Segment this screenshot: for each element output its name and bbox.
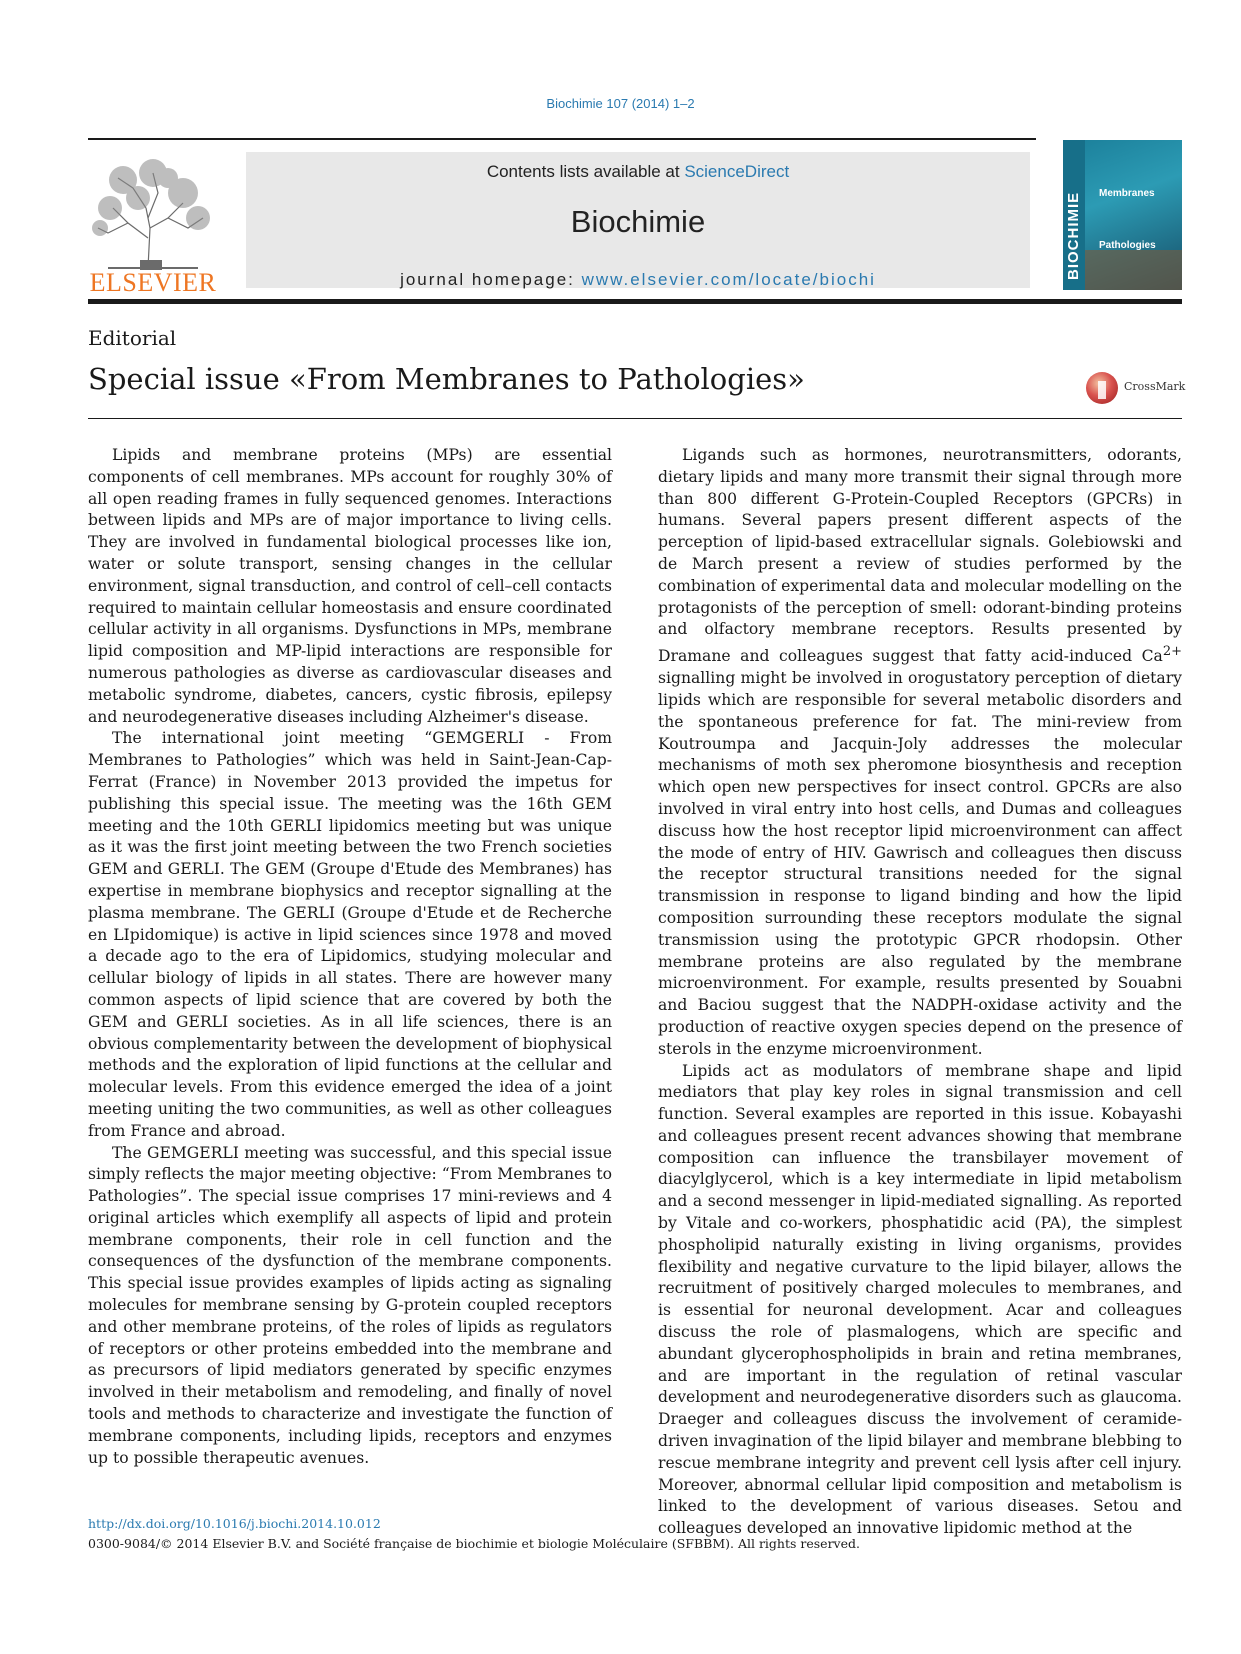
- journal-banner: [246, 152, 1030, 288]
- paragraph-text: Ligands such as hormones, neurotransmitters, odorants, dietary lipids and many more transmit their signal through more than 800 different G-Protein-Coupled Receptors (GPCRs) in humans. Several papers present different aspects of the perception of lipid-based extracellular signals. Golebiowski and de March present a review of studies performed by the combination of experimental data and molecular modelling on the protagonists of the perception of smell: odorant-binding proteins and olfactory membrane receptors. Results presented by Dramane and colleagues suggest that fatty acid-induced Ca: [658, 446, 1182, 666]
- journal-masthead: [88, 140, 1182, 296]
- contents-availability: [246, 162, 1030, 182]
- masthead-bottom-rule: [88, 299, 1182, 304]
- body-paragraph: The international joint meeting “GEMGERLI - From Membranes to Pathologies” which was held in Saint-Jean-Cap-Ferrat (France) in November 2013 provided the impetus for publishing this special issue. The meeting was the 16th GEM meeting and the 10th GERLI lipidomics meeting but was unique as it was the first joint meeting between the two French societies GEM and GERLI. The GEM (Groupe d'Etude des Membranes) has expertise in membrane biophysics and receptor signalling at the plasma membrane. The GERLI (Groupe d'Etude et de Recherche en LIpidomique) is active in lipid sciences since 1978 and moved a decade ago to the era of Lipidomics, studying molecular and cellular biology of lipids in all states. There are however many common aspects of lipid science that are covered by both the GEM and GERLI societies. As in all life sciences, there is an obvious complementarity between the development of biophysical methods and the exploration of lipid functions at the cellular and molecular levels. From this evidence emerged the idea of a joint meeting uniting the two communities, as well as other colleagues from France and abroad.: [88, 729, 612, 1140]
- sciencedirect-link[interactable]: ScienceDirect: [684, 162, 790, 181]
- article-section-label: Editorial: [88, 326, 177, 350]
- cover-spine-text: BIOCHIMIE: [1065, 191, 1082, 280]
- homepage-prefix: journal homepage:: [400, 270, 582, 289]
- elsevier-tree-logo: [88, 148, 218, 288]
- body-paragraph: Lipids act as modulators of membrane shape and lipid mediators that play key roles in signal transmission and cell function. Several examples are reported in this issue. Kobayashi and colleagues present recent advances showing that membrane composition can influence the transbilayer movement of diacylglycerol, which is a key intermediate in lipid metabolism and a second messenger in lipid-mediated signalling. As reported by Vitale and co-workers, phosphatidic acid (PA), the simplest phospholipid naturally existing in living organisms, provides flexibility and negative curvature to the lipid bilayer, allows the recruitment of positively charged molecules to membranes, and is essential for neuronal development. Acar and colleagues discuss the role of plasmalogens, which are specific and abundant glycerophospholipids in brain and retina membranes, and are important in the regulation of retinal vascular development and neurodegenerative disorders such as glaucoma. Draeger and colleagues discuss the involvement of ceramide-driven invagination of the lipid bilayer and membrane blebbing to rescue membrane integrity and prevent cell lysis after cell injury. Moreover, abnormal cellular lipid composition and metabolism is linked to the development of various diseases. Setou and colleagues developed an innovative lipidomic method at the: [658, 1061, 1182, 1538]
- title-bottom-rule: [88, 418, 1182, 419]
- paragraph-text: signalling might be involved in orogustatory perception of dietary lipids which are responsible for several metabolic disorders and the spontaneous preference for fat. The mini-review from Koutroumpa and Jacquin-Joly addresses the molecular mechanisms of moth sex pheromone biosynthesis and reception which open new perspectives for insect control. GPCRs are also involved in viral entry into host cells, and Dumas and colleagues discuss how the host receptor lipid microenvironment can affect the mode of entry of HIV. Gawrisch and colleagues then discuss the receptor structural transitions needed for the signal transmission in response to ligand binding and how the lipid composition surrounding these receptors modulate the signal transmission using the prototypic GPCR rhodopsin. Other membrane proteins are also regulated by the membrane microenvironment. For example, results presented by Souabni and Baciou suggest that the NADPH-oxidase activity and the production of reactive oxygen species depend on the presence of sterols in the enzyme microenvironment.: [658, 669, 1182, 1058]
- crossmark-badge[interactable]: [1086, 370, 1186, 406]
- body-paragraph: Lipids and membrane proteins (MPs) are essential components of cell membranes. MPs account for roughly 30% of all open reading frames in fully sequenced genomes. Interactions between lipids and MPs are of major importance to living cells. They are involved in fundamental biological processes like ion, water or solute transport, sensing changes in the cellular environment, signal transduction, and control of cell–cell contacts required to maintain cellular homeostasis and ensure coordinated cellular activity in all organisms. Dysfunctions in MPs, membrane lipid composition and MP-lipid interactions are responsible for numerous pathologies as diverse as cardiovascular diseases and metabolic syndrome, diabetes, cancers, cystic fibrosis, epilepsy and neurodegenerative diseases including Alzheimer's disease.: [88, 446, 612, 726]
- cover-title: Membranes: [1099, 188, 1155, 199]
- body-paragraph: The GEMGERLI meeting was successful, and this special issue simply reflects the major meeting objective: “From Membranes to Pathologies”. The special issue comprises 17 mini-reviews and 4 original articles which exemplify all aspects of lipid and protein membrane components, their role in cell function and the consequences of the dysfunction of the membrane components. This special issue provides examples of lipids acting as signaling molecules for membrane sensing by G-protein coupled receptors and other membrane proteins, of the roles of lipids as regulators of receptors or other proteins embedded into the membrane and as precursors of lipid mediators generated by specific enzymes involved in their metabolism and remodeling, and finally of novel tools and methods to characterize and investigate the function of membrane components, including lipids, receptors and enzymes up to possible therapeutic avenues.: [88, 1143, 612, 1467]
- doi-link[interactable]: http://dx.doi.org/10.1016/j.biochi.2014.10.012: [88, 1516, 381, 1531]
- elsevier-wordmark: ELSEVIER: [89, 268, 217, 297]
- cover-subtitle: Pathologies: [1099, 240, 1156, 251]
- copyright-notice: 0300-9084/© 2014 Elsevier B.V. and Société française de biochimie et biologie Moléculaire (SFBBM). All rights reserved.: [88, 1536, 860, 1551]
- calcium-charge-superscript: 2+: [1162, 644, 1182, 660]
- body-column-right: [658, 445, 1182, 1540]
- body-paragraph: [658, 445, 1182, 1061]
- homepage-link[interactable]: www.elsevier.com/locate/biochi: [581, 270, 876, 289]
- journal-homepage: [246, 270, 1030, 290]
- journal-title: Biochimie: [570, 204, 706, 239]
- crossmark-label: CrossMark: [1124, 380, 1186, 393]
- journal-citation: Biochimie 107 (2014) 1–2: [546, 96, 695, 111]
- crossmark-icon: [1086, 372, 1118, 404]
- body-column-left: [88, 445, 612, 1469]
- contents-prefix: Contents lists available at: [486, 162, 685, 181]
- journal-cover-thumbnail[interactable]: [1063, 140, 1182, 290]
- cover-image-band: [1085, 250, 1182, 290]
- article-title: Special issue «From Membranes to Pathologies»: [88, 362, 805, 396]
- crossmark-bookmark-icon: [1098, 381, 1106, 399]
